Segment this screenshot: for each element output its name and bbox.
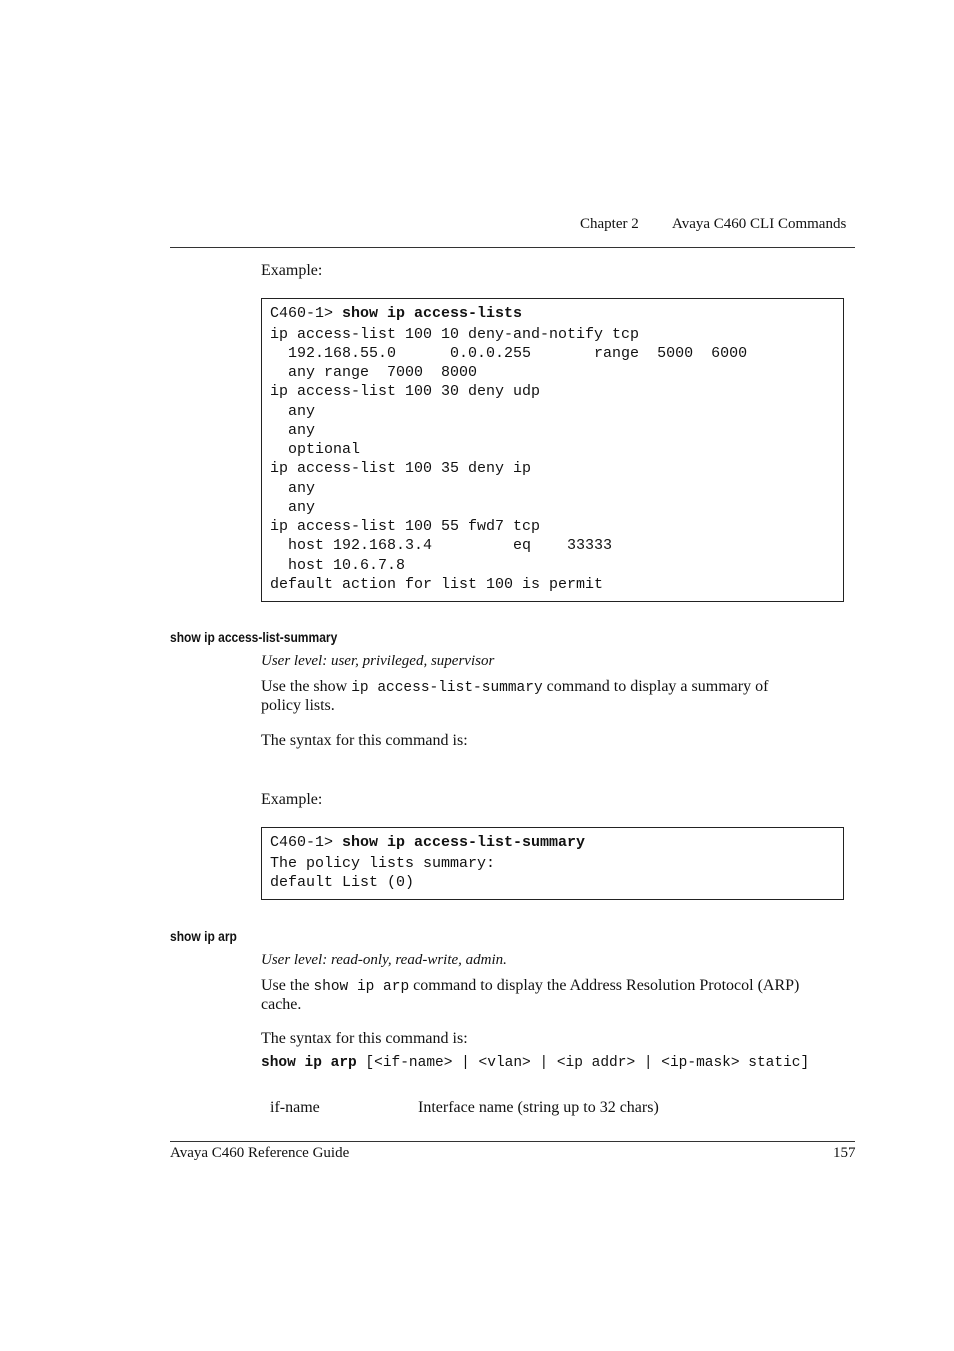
code-line: host 10.6.7.8 bbox=[270, 557, 406, 574]
header-title: Avaya C460 CLI Commands bbox=[672, 216, 847, 232]
user-level: User level: read-only, read-write, admin. bbox=[261, 952, 507, 968]
code-line: ip access-list 100 55 fwd7 tcp bbox=[270, 518, 541, 535]
code-line: any bbox=[270, 422, 316, 439]
header-chapter: Chapter 2 bbox=[580, 216, 639, 232]
code-line: 192.168.55.0 0.0.0.255 range 5000 6000 bbox=[270, 345, 748, 362]
section-heading-arp: show ip arp bbox=[170, 928, 237, 944]
code-prompt: C460-1> bbox=[270, 834, 343, 851]
param-name: if-name bbox=[270, 1099, 320, 1116]
syntax-line bbox=[261, 1055, 809, 1071]
inline-code: ip access-list-summary bbox=[351, 680, 543, 696]
header-rule bbox=[170, 247, 855, 248]
description-paragraph bbox=[261, 976, 799, 997]
description-paragraph bbox=[261, 677, 768, 698]
footer-rule bbox=[170, 1141, 855, 1142]
code-line: The policy lists summary: bbox=[270, 855, 496, 872]
code-command-line bbox=[270, 304, 522, 323]
footer-title: Avaya C460 Reference Guide bbox=[170, 1145, 350, 1161]
code-line: host 192.168.3.4 eq 33333 bbox=[270, 537, 613, 554]
example-label: Example: bbox=[261, 262, 323, 279]
code-line: any bbox=[270, 480, 316, 497]
code-block-access-list-summary bbox=[261, 827, 844, 900]
code-block-access-lists bbox=[261, 298, 844, 602]
description-text: command to display the Address Resolution Protocol (ARP) bbox=[409, 977, 800, 994]
section-heading-access-list-summary: show ip access-list-summary bbox=[170, 629, 338, 645]
code-command: show ip access-lists bbox=[342, 305, 523, 322]
description-text: Use the bbox=[261, 977, 314, 994]
description-text: Use the show bbox=[261, 678, 352, 695]
description-text: command to display a summary of bbox=[542, 678, 769, 695]
syntax-command: show ip arp bbox=[261, 1055, 357, 1071]
param-description: Interface name (string up to 32 chars) bbox=[418, 1099, 659, 1116]
code-line: any range 7000 8000 bbox=[270, 364, 478, 381]
code-line: default List (0) bbox=[270, 874, 415, 891]
code-line: ip access-list 100 10 deny-and-notify tcp bbox=[270, 326, 640, 343]
code-line: optional bbox=[270, 441, 361, 458]
page-number: 157 bbox=[833, 1145, 856, 1161]
user-level: User level: user, privileged, supervisor bbox=[261, 653, 495, 669]
code-line: ip access-list 100 35 deny ip bbox=[270, 460, 532, 477]
description-line2: cache. bbox=[261, 996, 302, 1013]
description-line2: policy lists. bbox=[261, 697, 335, 714]
code-line: ip access-list 100 30 deny udp bbox=[270, 383, 541, 400]
code-prompt: C460-1> bbox=[270, 305, 343, 322]
code-line: default action for list 100 is permit bbox=[270, 576, 604, 593]
code-command: show ip access-list-summary bbox=[342, 834, 586, 851]
syntax-label: The syntax for this command is: bbox=[261, 732, 468, 749]
code-line: any bbox=[270, 499, 316, 516]
inline-code: show ip arp bbox=[313, 979, 410, 995]
syntax-label: The syntax for this command is: bbox=[261, 1030, 468, 1047]
code-command-line bbox=[270, 833, 585, 852]
syntax-args: [<if-name> | <vlan> | <ip addr> | <ip-mask> static] bbox=[356, 1055, 810, 1071]
example-label: Example: bbox=[261, 791, 323, 808]
code-line: any bbox=[270, 403, 316, 420]
